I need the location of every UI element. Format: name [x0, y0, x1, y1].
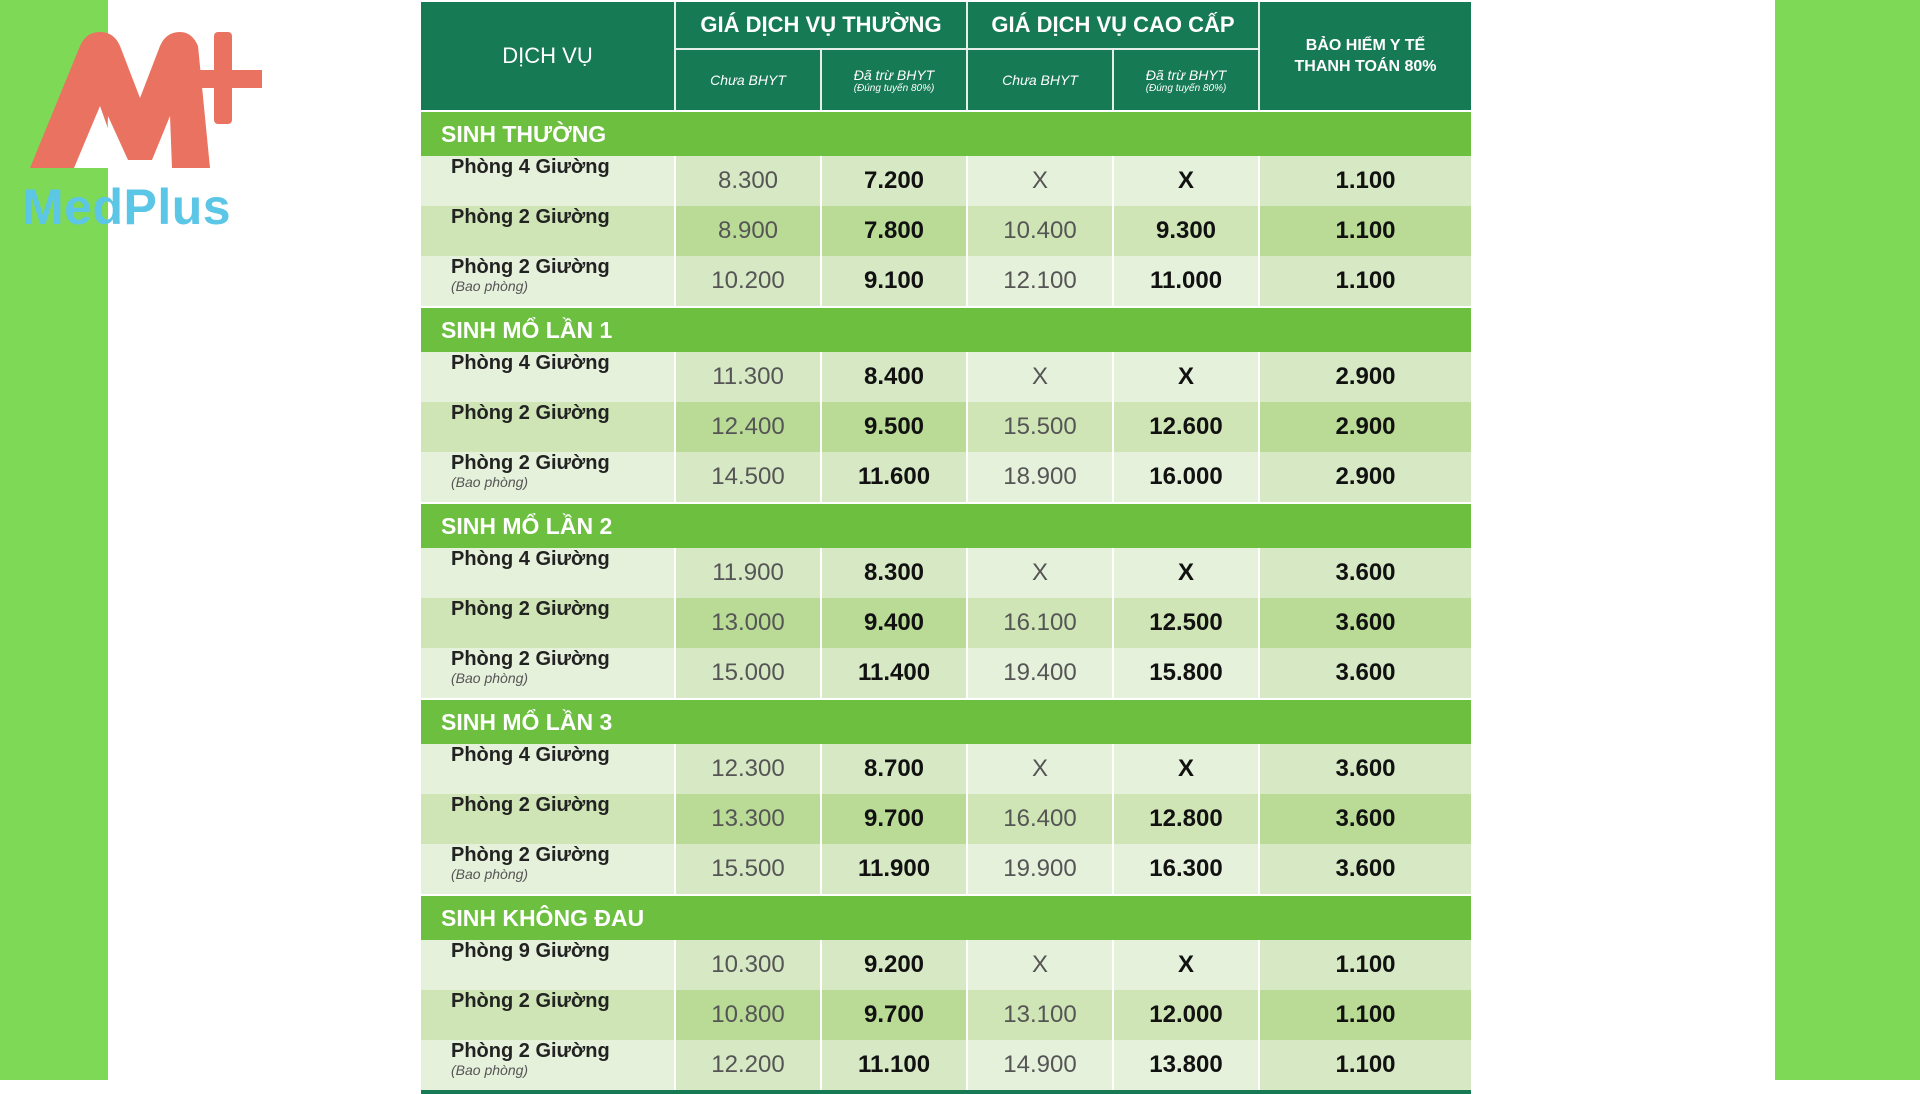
header-insurance: [1260, 2, 1471, 110]
room-type-note: (Bao phòng): [451, 866, 529, 882]
regular-price-without-insurance: 14.500: [676, 452, 822, 502]
room-type-name: Phòng 2 Giường: [451, 256, 610, 278]
room-type-note: (Bao phòng): [451, 670, 529, 686]
room-type-cell: [421, 352, 676, 402]
regular-price-without-insurance: 10.800: [676, 990, 822, 1040]
room-type-note: (Bao phòng): [451, 474, 529, 490]
premium-price-without-insurance: 18.900: [968, 452, 1114, 502]
room-type-name: Phòng 2 Giường: [451, 844, 610, 866]
insurance-amount: 1.100: [1260, 256, 1471, 306]
regular-price-with-insurance: 11.600: [822, 452, 968, 502]
room-type-cell: [421, 206, 676, 256]
room-type-cell: [421, 990, 676, 1040]
room-type-name: Phòng 2 Giường: [451, 794, 610, 816]
price-table: [421, 2, 1471, 1094]
header-premium-with-insurance: Đã trừ BHYT (Đúng tuyến 80%): [1145, 66, 1227, 94]
premium-price-without-insurance: X: [968, 744, 1114, 794]
header-divider: [820, 48, 822, 110]
room-type-name: Phòng 2 Giường: [451, 598, 610, 620]
room-type-cell: [421, 648, 676, 698]
room-type-note: (Bao phòng): [451, 1062, 529, 1078]
regular-price-with-insurance: 9.700: [822, 990, 968, 1040]
room-type-cell: [421, 452, 676, 502]
premium-price-without-insurance: X: [968, 940, 1114, 990]
regular-price-without-insurance: 11.300: [676, 352, 822, 402]
room-type-name: Phòng 4 Giường: [451, 548, 610, 570]
section-header: SINH MỔ LẦN 1: [421, 306, 1471, 352]
premium-price-with-insurance: 12.800: [1114, 794, 1260, 844]
premium-price-with-insurance: 9.300: [1114, 206, 1260, 256]
room-type-cell: [421, 844, 676, 894]
premium-price-with-insurance: 16.300: [1114, 844, 1260, 894]
medplus-logo: [22, 28, 262, 238]
premium-price-without-insurance: 16.100: [968, 598, 1114, 648]
header-divider: [966, 2, 968, 110]
section-header: SINH MỔ LẦN 3: [421, 698, 1471, 744]
table-row: [421, 256, 1471, 306]
regular-price-with-insurance: 8.300: [822, 548, 968, 598]
regular-price-with-insurance: 11.100: [822, 1040, 968, 1090]
insurance-amount: 3.600: [1260, 648, 1471, 698]
insurance-amount: 3.600: [1260, 744, 1471, 794]
regular-price-without-insurance: 15.500: [676, 844, 822, 894]
insurance-amount: 1.100: [1260, 156, 1471, 206]
insurance-amount: 3.600: [1260, 548, 1471, 598]
regular-price-without-insurance: 12.300: [676, 744, 822, 794]
regular-price-with-insurance: 9.700: [822, 794, 968, 844]
logo-wordmark: MedPlus: [22, 179, 232, 235]
table-row: [421, 206, 1471, 256]
section-header: SINH KHÔNG ĐAU: [421, 894, 1471, 940]
premium-price-without-insurance: 15.500: [968, 402, 1114, 452]
premium-price-with-insurance: 11.000: [1114, 256, 1260, 306]
premium-price-with-insurance: X: [1114, 940, 1260, 990]
table-row: [421, 402, 1471, 452]
table-row: [421, 548, 1471, 598]
insurance-amount: 1.100: [1260, 940, 1471, 990]
regular-price-without-insurance: 8.300: [676, 156, 822, 206]
insurance-amount: 3.600: [1260, 598, 1471, 648]
room-type-cell: [421, 598, 676, 648]
regular-price-with-insurance: 8.400: [822, 352, 968, 402]
room-type-cell: [421, 548, 676, 598]
premium-price-without-insurance: 10.400: [968, 206, 1114, 256]
insurance-amount: 1.100: [1260, 1040, 1471, 1090]
room-type-cell: [421, 794, 676, 844]
premium-price-with-insurance: 16.000: [1114, 452, 1260, 502]
room-type-cell: [421, 402, 676, 452]
insurance-amount: 2.900: [1260, 402, 1471, 452]
room-type-name: Phòng 2 Giường: [451, 452, 610, 474]
premium-price-without-insurance: 16.400: [968, 794, 1114, 844]
premium-price-without-insurance: 19.900: [968, 844, 1114, 894]
premium-price-without-insurance: 14.900: [968, 1040, 1114, 1090]
regular-price-with-insurance: 9.200: [822, 940, 968, 990]
room-type-name: Phòng 2 Giường: [451, 990, 610, 1012]
room-type-note: (Bao phòng): [451, 278, 529, 294]
header-divider: [1112, 48, 1114, 110]
room-type-name: Phòng 4 Giường: [451, 156, 610, 178]
insurance-amount: 1.100: [1260, 990, 1471, 1040]
premium-price-with-insurance: X: [1114, 156, 1260, 206]
premium-price-with-insurance: 12.000: [1114, 990, 1260, 1040]
regular-price-with-insurance: 9.100: [822, 256, 968, 306]
insurance-amount: 2.900: [1260, 352, 1471, 402]
section-header: SINH MỔ LẦN 2: [421, 502, 1471, 548]
regular-price-without-insurance: 10.200: [676, 256, 822, 306]
regular-price-with-insurance: 9.500: [822, 402, 968, 452]
room-type-cell: [421, 940, 676, 990]
header-premium-without-insurance: Chưa BHYT: [1002, 72, 1078, 88]
header-regular-price: GIÁ DỊCH VỤ THƯỜNG: [700, 12, 942, 37]
table-row: [421, 744, 1471, 794]
regular-price-with-insurance: 11.900: [822, 844, 968, 894]
regular-price-without-insurance: 11.900: [676, 548, 822, 598]
premium-price-without-insurance: X: [968, 352, 1114, 402]
premium-price-with-insurance: X: [1114, 352, 1260, 402]
room-type-name: Phòng 2 Giường: [451, 206, 610, 228]
regular-price-without-insurance: 12.400: [676, 402, 822, 452]
premium-price-with-insurance: 12.600: [1114, 402, 1260, 452]
table-row: [421, 452, 1471, 502]
table-row: [421, 990, 1471, 1040]
regular-price-with-insurance: 11.400: [822, 648, 968, 698]
right-green-panel: [1775, 0, 1920, 1080]
room-type-name: Phòng 2 Giường: [451, 1040, 610, 1062]
room-type-cell: [421, 744, 676, 794]
table-row: [421, 352, 1471, 402]
header-premium-price: GIÁ DỊCH VỤ CAO CẤP: [991, 12, 1235, 37]
header-divider: [1258, 2, 1260, 110]
regular-price-without-insurance: 8.900: [676, 206, 822, 256]
regular-price-without-insurance: 10.300: [676, 940, 822, 990]
header-regular-without-insurance: Chưa BHYT: [710, 72, 786, 88]
header-divider: [674, 48, 1260, 50]
regular-price-without-insurance: 15.000: [676, 648, 822, 698]
table-row: [421, 844, 1471, 894]
premium-price-with-insurance: 13.800: [1114, 1040, 1260, 1090]
table-row: [421, 156, 1471, 206]
room-type-cell: [421, 156, 676, 206]
section-header: SINH THƯỜNG: [421, 110, 1471, 156]
premium-price-with-insurance: X: [1114, 548, 1260, 598]
premium-price-with-insurance: X: [1114, 744, 1260, 794]
premium-price-without-insurance: X: [968, 548, 1114, 598]
regular-price-with-insurance: 7.800: [822, 206, 968, 256]
room-type-name: Phòng 2 Giường: [451, 648, 610, 670]
insurance-amount: 3.600: [1260, 844, 1471, 894]
room-type-name: Phòng 4 Giường: [451, 352, 610, 374]
header-divider: [674, 2, 676, 110]
regular-price-without-insurance: 13.000: [676, 598, 822, 648]
header-insurance-line1: BẢO HIỂM Y TẾ: [1305, 37, 1426, 54]
regular-price-with-insurance: 9.400: [822, 598, 968, 648]
premium-price-with-insurance: 15.800: [1114, 648, 1260, 698]
regular-price-without-insurance: 13.300: [676, 794, 822, 844]
table-body: [421, 110, 1471, 1090]
room-type-name: Phòng 4 Giường: [451, 744, 610, 766]
regular-price-without-insurance: 12.200: [676, 1040, 822, 1090]
room-type-cell: [421, 1040, 676, 1090]
insurance-amount: 3.600: [1260, 794, 1471, 844]
premium-price-without-insurance: 12.100: [968, 256, 1114, 306]
table-row: [421, 940, 1471, 990]
header-regular-with-insurance: Đã trừ BHYT (Đúng tuyến 80%): [853, 66, 935, 94]
regular-price-with-insurance: 7.200: [822, 156, 968, 206]
regular-price-with-insurance: 8.700: [822, 744, 968, 794]
medplus-logo-mark-icon: [22, 28, 262, 178]
table-row: [421, 598, 1471, 648]
table-header: [421, 2, 1471, 110]
table-row: [421, 648, 1471, 698]
room-type-cell: [421, 256, 676, 306]
table-row: [421, 794, 1471, 844]
premium-price-without-insurance: 19.400: [968, 648, 1114, 698]
table-bottom-border: [421, 1090, 1471, 1094]
premium-price-without-insurance: 13.100: [968, 990, 1114, 1040]
insurance-amount: 2.900: [1260, 452, 1471, 502]
room-type-name: Phòng 2 Giường: [451, 402, 610, 424]
premium-price-with-insurance: 12.500: [1114, 598, 1260, 648]
room-type-name: Phòng 9 Giường: [451, 940, 610, 962]
table-row: [421, 1040, 1471, 1090]
premium-price-without-insurance: X: [968, 156, 1114, 206]
insurance-amount: 1.100: [1260, 206, 1471, 256]
header-service: DỊCH VỤ: [502, 43, 593, 68]
header-insurance-line2: THANH TOÁN 80%: [1294, 58, 1437, 75]
